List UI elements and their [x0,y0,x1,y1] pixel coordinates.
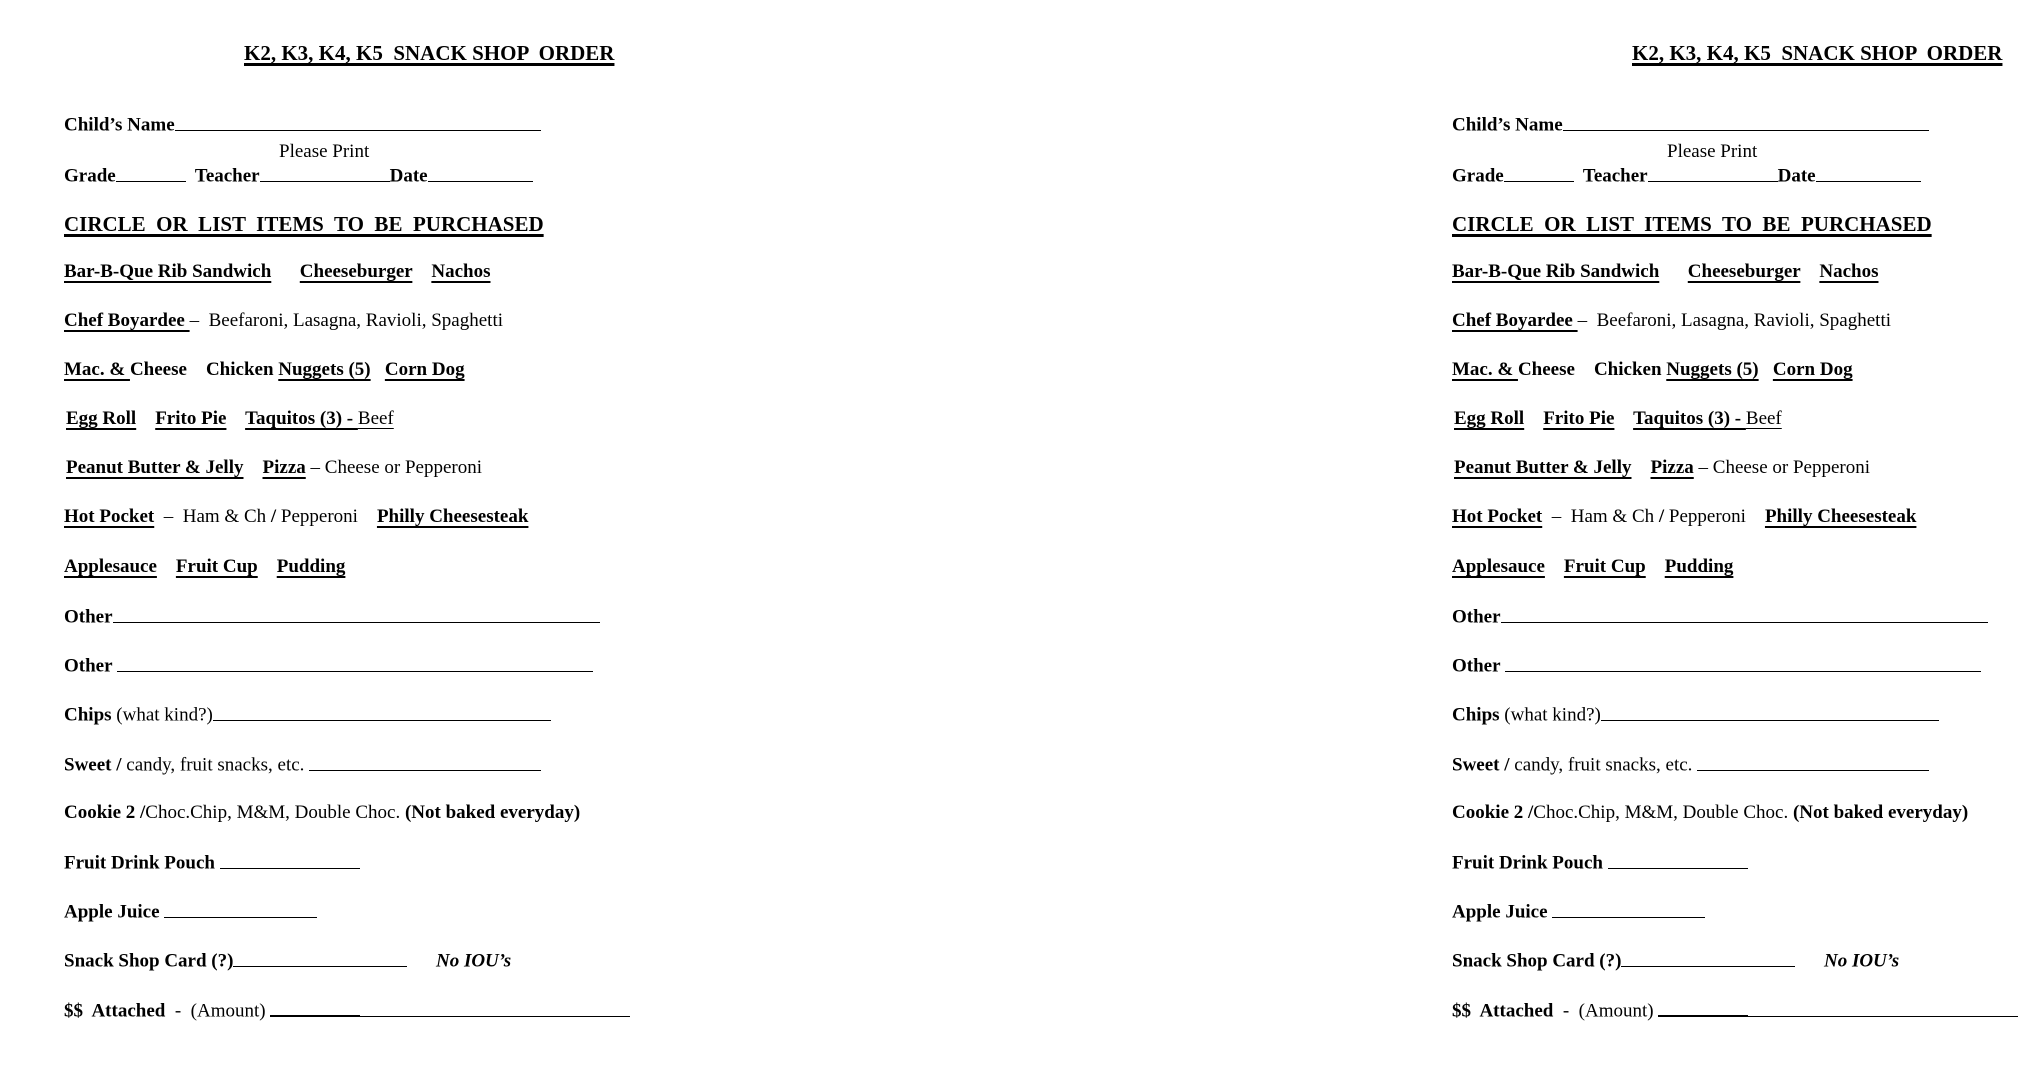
child-name-input[interactable] [175,114,541,131]
item-taquitos-beef[interactable]: Beef [357,408,394,429]
form-title [1542,38,2002,68]
other-row-1 [1452,606,1988,628]
child-name-row [64,114,541,136]
other-input-1[interactable] [113,606,600,623]
no-ious-note: No IOU’s [435,950,512,972]
other-label-1: Other [64,606,113,628]
please-print-note: Please Print [279,141,370,162]
other-row-1 [64,606,600,628]
item-pizza[interactable]: Pizza [1650,457,1694,478]
item-row-3 [64,360,465,380]
item-chef-boyardee[interactable]: Chef Boyardee [64,310,190,331]
snack-card-row [1452,950,1899,972]
child-name-label: Child’s Name [1452,114,1563,136]
item-fruit-cup[interactable]: Fruit Cup [1563,556,1646,577]
hot-pocket-ham-ch[interactable]: – Ham & Ch [154,506,271,527]
item-chicken-nuggets[interactable]: Nuggets (5) [278,359,371,380]
item-mac-and[interactable]: Mac. & [64,359,130,380]
no-ious-note: No IOU’s [1823,950,1900,972]
other-label-2: Other [1452,655,1505,677]
item-cheeseburger[interactable]: Cheeseburger [1687,261,1801,282]
snack-card-row [64,950,511,972]
item-applesauce[interactable]: Applesauce [1452,556,1545,577]
sweet-input[interactable] [309,754,541,771]
amount-label: - (Amount) [170,1000,271,1022]
apple-juice-row [1452,901,1705,923]
cookie-note: (Not baked everyday) [404,802,581,823]
cookie-label[interactable]: Cookie 2 / [1452,802,1534,823]
sweet-row [64,754,541,776]
item-hot-pocket[interactable]: Hot Pocket [64,506,155,527]
other-input-2[interactable] [1505,655,1981,672]
item-mac-cheese[interactable]: Cheese [129,359,187,380]
teacher-label: Teacher [1582,165,1648,187]
cookie-options[interactable]: Choc.Chip, M&M, Double Choc. [1533,802,1793,823]
snack-card-input[interactable] [233,950,407,967]
chef-boyardee-options[interactable]: Beefaroni, Lasagna, Ravioli, Spaghetti [208,310,504,331]
item-row-3 [1452,360,1853,380]
item-row-2 [64,311,503,331]
cookie-row [64,803,580,823]
amount-input-thick[interactable] [1658,999,1748,1017]
item-row-2 [1452,311,1891,331]
grade-input[interactable] [1504,165,1574,182]
fruit-drink-row [1452,852,1748,874]
item-pudding[interactable]: Pudding [276,556,346,577]
other-label-1: Other [1452,606,1501,628]
other-row-2 [1452,655,1981,677]
cookie-label[interactable]: Cookie 2 / [64,802,146,823]
please-print-note: Please Print [1667,141,1758,162]
amount-input[interactable] [360,1000,630,1017]
item-row-1 [1452,262,1878,282]
other-label-2: Other [64,655,117,677]
item-chef-boyardee[interactable]: Chef Boyardee [1452,310,1578,331]
item-taquitos[interactable]: Taquitos (3) - [1633,408,1746,429]
sweet-label: Sweet / [1452,754,1510,776]
item-bbq-rib-sandwich[interactable]: Bar-B-Que Rib Sandwich [64,261,272,282]
teacher-input[interactable] [1648,165,1778,182]
other-input-2[interactable] [117,655,593,672]
fruit-drink-label[interactable]: Fruit Drink Pouch [64,852,220,874]
child-name-row [1452,114,1929,136]
item-mac-and[interactable]: Mac. & [1452,359,1518,380]
attached-label: $$ Attached [64,1000,171,1022]
fruit-drink-label[interactable]: Fruit Drink Pouch [1452,852,1608,874]
item-chicken-nuggets[interactable]: Nuggets (5) [1666,359,1759,380]
item-taquitos[interactable]: Taquitos (3) - [245,408,358,429]
item-chicken-prefix[interactable]: Chicken [1593,359,1667,380]
item-row-1 [64,262,490,282]
other-row-2 [64,655,593,677]
chips-hint: (what kind?) [111,704,213,726]
item-row-6 [1452,507,1916,527]
chips-input[interactable] [1601,704,1939,721]
chips-row [1452,704,1939,726]
cookie-note: (Not baked everyday) [1792,802,1969,823]
chips-hint: (what kind?) [1499,704,1601,726]
teacher-spacer [1574,166,1583,187]
date-label: Date [1777,165,1816,187]
snack-card-input[interactable] [1621,950,1795,967]
form-title-text: K2, K3, K4, K5 SNACK SHOP ORDER [1632,41,2003,65]
date-label: Date [389,165,428,187]
apple-juice-row [64,901,317,923]
child-name-label: Child’s Name [64,114,175,136]
item-pizza-options[interactable]: – Cheese or Pepperoni [305,457,482,478]
sweet-input[interactable] [1697,754,1929,771]
grade-teacher-date-row [64,165,533,187]
item-row-7 [1452,557,1733,577]
hot-pocket-slash: / [1658,506,1665,527]
grade-label: Grade [64,165,116,187]
grade-input[interactable] [116,165,186,182]
item-row-6 [64,507,528,527]
item-bbq-rib-sandwich[interactable]: Bar-B-Que Rib Sandwich [1452,261,1660,282]
date-input[interactable] [1816,165,1921,182]
sweet-row [1452,754,1929,776]
amount-input-thick[interactable] [270,999,360,1017]
item-frito-pie[interactable]: Frito Pie [155,408,227,429]
other-input-1[interactable] [1501,606,1988,623]
instruction-heading: CIRCLE OR LIST ITEMS TO BE PURCHASED [64,212,544,236]
order-form-copy-right [704,0,2003,1088]
date-input[interactable] [428,165,533,182]
hot-pocket-ham-ch[interactable]: – Ham & Ch [1542,506,1659,527]
item-cheeseburger[interactable]: Cheeseburger [299,261,413,282]
chef-boyardee-dash: – [189,310,209,331]
form-title [154,38,614,68]
chef-boyardee-dash: – [1577,310,1597,331]
chips-input[interactable] [213,704,551,721]
hot-pocket-pepperoni[interactable]: Pepperoni [1664,506,1746,527]
item-pudding[interactable]: Pudding [1664,556,1734,577]
sweet-hint: candy, fruit snacks, etc. [121,754,310,776]
teacher-input[interactable] [260,165,390,182]
item-egg-roll[interactable]: Egg Roll [1454,408,1525,429]
item-peanut-butter-jelly[interactable]: Peanut Butter & Jelly [1454,457,1632,478]
item-chicken-prefix[interactable]: Chicken [205,359,279,380]
amount-label: - (Amount) [1558,1000,1659,1022]
hot-pocket-slash: / [270,506,277,527]
snack-card-label[interactable]: Snack Shop Card (?) [1452,950,1622,972]
item-nachos[interactable]: Nachos [1819,261,1879,282]
cookie-row [1452,803,1968,823]
apple-juice-label[interactable]: Apple Juice [64,901,165,923]
grade-label: Grade [1452,165,1504,187]
item-mac-cheese[interactable]: Cheese [1517,359,1575,380]
snack-card-label[interactable]: Snack Shop Card (?) [64,950,234,972]
teacher-spacer [186,166,195,187]
item-row-5 [1454,458,1870,478]
item-row-4 [66,409,394,429]
instruction-heading: CIRCLE OR LIST ITEMS TO BE PURCHASED [1452,212,1932,236]
apple-juice-input[interactable] [164,901,317,918]
amount-attached-row [64,999,630,1022]
fruit-drink-input[interactable] [220,852,360,869]
item-applesauce[interactable]: Applesauce [64,556,157,577]
item-philly-cheesesteak[interactable]: Philly Cheesesteak [1764,506,1917,527]
item-egg-roll[interactable]: Egg Roll [66,408,137,429]
item-row-5 [66,458,482,478]
chips-row [64,704,551,726]
chips-label: Chips [64,704,112,726]
order-form-copy-left [0,0,704,1088]
child-name-input[interactable] [1563,114,1929,131]
chips-label: Chips [1452,704,1500,726]
item-nachos[interactable]: Nachos [431,261,491,282]
item-corn-dog[interactable]: Corn Dog [1772,359,1853,380]
amount-input[interactable] [1748,1000,2018,1017]
item-corn-dog[interactable]: Corn Dog [384,359,465,380]
sweet-hint: candy, fruit snacks, etc. [1509,754,1698,776]
item-peanut-butter-jelly[interactable]: Peanut Butter & Jelly [66,457,244,478]
teacher-label: Teacher [194,165,260,187]
form-title-text: K2, K3, K4, K5 SNACK SHOP ORDER [244,41,615,65]
item-hot-pocket[interactable]: Hot Pocket [1452,506,1543,527]
grade-teacher-date-row [1452,165,1921,187]
sweet-label: Sweet / [64,754,122,776]
apple-juice-label[interactable]: Apple Juice [1452,901,1553,923]
hot-pocket-pepperoni[interactable]: Pepperoni [276,506,358,527]
item-row-4 [1454,409,1782,429]
cookie-options[interactable]: Choc.Chip, M&M, Double Choc. [145,802,405,823]
item-pizza-options[interactable]: – Cheese or Pepperoni [1693,457,1870,478]
item-frito-pie[interactable]: Frito Pie [1543,408,1615,429]
item-fruit-cup[interactable]: Fruit Cup [175,556,258,577]
fruit-drink-input[interactable] [1608,852,1748,869]
chef-boyardee-options[interactable]: Beefaroni, Lasagna, Ravioli, Spaghetti [1596,310,1892,331]
amount-attached-row [1452,999,2018,1022]
apple-juice-input[interactable] [1552,901,1705,918]
item-taquitos-beef[interactable]: Beef [1745,408,1782,429]
item-pizza[interactable]: Pizza [262,457,306,478]
item-row-7 [64,557,345,577]
fruit-drink-row [64,852,360,874]
item-philly-cheesesteak[interactable]: Philly Cheesesteak [376,506,529,527]
attached-label: $$ Attached [1452,1000,1559,1022]
